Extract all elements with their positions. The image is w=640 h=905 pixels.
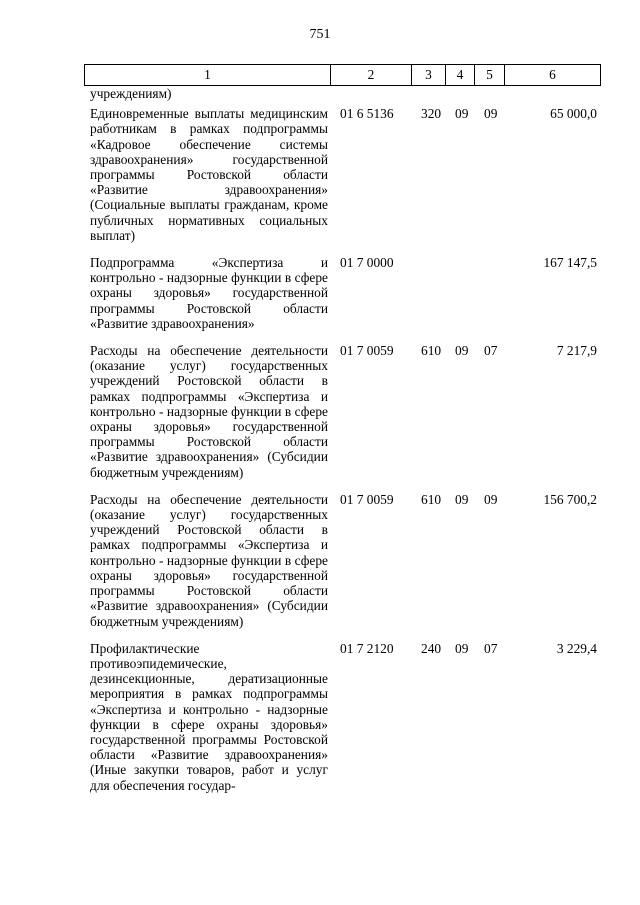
table-body xyxy=(84,86,600,793)
header-col-1: 1 xyxy=(85,65,331,86)
row-vr: 240 xyxy=(421,640,442,656)
row-pr: 07 xyxy=(484,640,498,656)
row-rz: 09 xyxy=(455,640,469,656)
row-vr: 610 xyxy=(421,491,442,507)
table-header xyxy=(84,64,601,86)
row-amount: 65 000,0 xyxy=(550,106,597,122)
header-col-4: 4 xyxy=(446,65,475,86)
row-description: Подпрограмма «Экспертиза и контрольно - надзорные функции в сфере охраны здоровья» государственной программы Ростовской области «Развитие здравоохранения» xyxy=(90,255,328,331)
row-rz: 09 xyxy=(455,106,469,122)
row-pr: 07 xyxy=(484,343,498,359)
row-description: Расходы на обеспечение деятельности (оказание услуг) государственных учреждений Ростовской области в рамках подпрограммы «Экспертиза и контрольно - надзорные функции в сфере охраны здоровья» государственной программы Ростовской области «Развитие здравоохранения» (Субсидии бюджетным учреждениям) xyxy=(90,491,328,629)
table-row xyxy=(84,641,600,793)
table-row xyxy=(84,492,600,629)
row-code: 01 7 0000 xyxy=(340,255,394,271)
continued-row xyxy=(84,86,600,101)
row-pr: 09 xyxy=(484,491,498,507)
table-row xyxy=(84,255,600,331)
header-col-2: 2 xyxy=(331,65,412,86)
table-row xyxy=(84,106,600,243)
row-code: 01 7 0059 xyxy=(340,491,394,507)
row-rz: 09 xyxy=(455,491,469,507)
row-amount: 3 229,4 xyxy=(556,640,597,656)
header-col-6: 6 xyxy=(505,65,601,86)
table-row xyxy=(84,343,600,480)
header-col-3: 3 xyxy=(412,65,446,86)
page-number: 751 xyxy=(309,27,331,42)
row-description: Расходы на обеспечение деятельности (оказание услуг) государственных учреждений Ростовской области в рамках подпрограммы «Экспертиза и контрольно - надзорные функции в сфере охраны здоровья» государственной программы Ростовской области «Развитие здравоохранения» (Субсидии бюджетным учреждениям) xyxy=(90,343,328,480)
row-code: 01 7 2120 xyxy=(340,640,394,656)
row-code: 01 6 5136 xyxy=(340,106,394,122)
row-vr: 320 xyxy=(421,106,442,122)
continued-text: учреждениям) xyxy=(90,86,172,101)
row-rz: 09 xyxy=(455,343,469,359)
row-pr: 09 xyxy=(484,106,498,122)
row-description: Единовременные выплаты медицинским работникам в рамках подпрограммы «Кадровое обеспечение системы здравоохранения» государственной программы Ростовской области «Развитие здравоохранения» (Социальные выплаты гражданам, кроме публичных нормативных социальных выплат) xyxy=(90,106,328,243)
row-description: Профилактические противоэпидемические, дезинсекционные, дератизационные мероприятия в рамках подпрограммы «Экспертиза и контрольно - надзорные функции в сфере охраны здоровья» государственной программы Ростовской области «Развитие здравоохранения» (Иные закупки товаров, работ и услуг для обеспечения государ- xyxy=(90,640,328,793)
row-amount: 156 700,2 xyxy=(543,491,597,507)
row-amount: 167 147,5 xyxy=(543,255,597,271)
row-code: 01 7 0059 xyxy=(340,343,394,359)
row-vr: 610 xyxy=(421,343,442,359)
header-col-5: 5 xyxy=(475,65,505,86)
row-amount: 7 217,9 xyxy=(556,343,597,359)
